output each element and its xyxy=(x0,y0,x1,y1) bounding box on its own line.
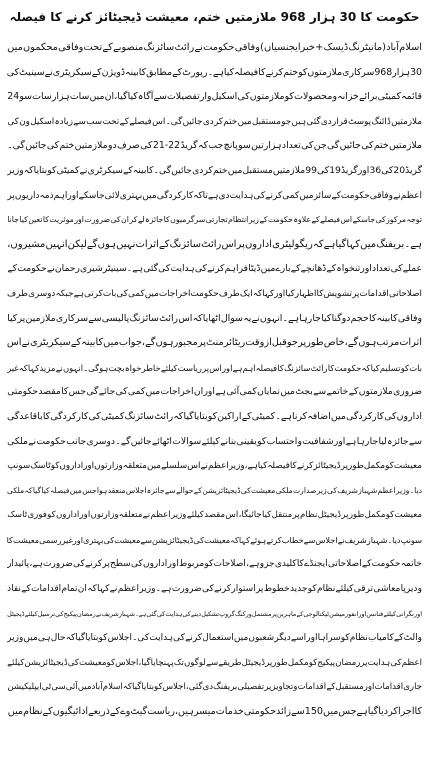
article-line: وفاقی کابینہ کا حجم دوگنا کیا جا رہا ہے۔ انہوں نے یہ سوال اٹھایا کہ اس رائٹ سائزنگ پالیسی سے سرکاری ملازمین پر کیا xyxy=(7,312,422,324)
article-line: و دیرپا معاشی ترقی کیلئے نظام کو جدید خطوط پر استوار کرنے کی ضرورت ہے۔ وزیر اعظم نے کہا کہ ان تمام اقدامات کے نفاذ xyxy=(7,584,422,595)
article-line: گریڈ 20 کی 36 اور گریڈ 19 کی 99 ملازمتیں مستقبل میں ختم کر دی جائیں گی۔ کابینہ کے سیکرٹری نے کمیٹی کو بتایا کہ وزیر xyxy=(7,164,422,176)
article-line: اثرات مرتب ہوں گے، خاص طور پر جو قبل از وقت ریٹائرمنٹ پر مجبور ہوں گے، جواب میں کابینہ کے سیکریٹری نے اس xyxy=(7,337,422,349)
article-line: قائمہ کمیٹی برائے خزانہ و محصولات کو ملازمتوں کی اسکیل وار تفصیلات سے آگاہ کیا گیا، ان میں سات ہزار سات سو 24 xyxy=(7,91,422,103)
article-line: اعظم نے وفاقی حکومت کے سائز میں کمی کرنے کی ہدایت دی ہے تا کہ کارکردگی میں بہتری لائی جاسکے اور اہم ذمہ داریوں پر xyxy=(7,190,422,201)
article-line: اصلاحاتی اقدامات پر تشویش کا اظہار کیا اور کہا کہ ایک طرف حکومت اخراجات میں کمی کی بات کرتی ہے جبکہ دوسری طرف xyxy=(7,288,422,299)
article-line: والٹ کے کامیاب نظام کو سراہا اور اسے دیگر شعبوں میں استعمال کرنے کی ہدایت کی۔ اجلاس کو بتایا گیا کہ حال ہی میں وزیر xyxy=(7,633,422,644)
article-line: سونپ دیا۔ شہباز شریف نے اجلاس سے خطاب کرتے ہوئے کہا کہ معیشت کی ڈیجیٹائزیشن سے معیشت کی بہتری اور غیر رسمی معیشت کا xyxy=(7,534,422,545)
article-line: دیا۔ وزیر اعظم شہباز شریف کی زیر صدارت ملکی معیشت کی ڈیجیٹائزیشن کے حوالے سے جائزہ اجلاس منعقد ہوا جس میں فیصلہ کیا گیا کہ ملکی xyxy=(7,485,422,495)
article-line: جاری اقدامات اور مستقبل کے اقدامات و تجاویز پر تفصیلی بریفنگ دی گئی، اجلاس کو بتایا گیا کہ اسلام آباد میں آئی سی ٹی ایپلیکیشن xyxy=(7,682,422,693)
article-line: بات کو تسلیم کیا کہ حکومت کا رائٹ سائزنگ کا فیصلہ اہم ہے اور اس پر ریاست کیلئے خاطر خواہ بچت ہوگی۔ انہوں نے مزید کہا کہ غیر xyxy=(7,362,422,373)
headline: حکومت کا 30 ہزار 968 ملازمتیں ختم، معیشت ڈیجیٹائز کرنے کا فیصلہ xyxy=(9,10,420,24)
article-line: ہے۔ بریفنگ میں کہا گیا ہے کہ ریگولیٹری اداروں پر اس رائٹ سائزنگ کے اثرات نہیں ہوں گے لیکن انہیں مشیروں، xyxy=(7,238,422,250)
article-line: 30 ہزار 968 سرکاری ملازمتوں کو ختم کرنے کا فیصلہ کیا ہے۔ رپورٹ کے مطابق کابینہ ڈویژن کے سیکریٹری نے سینیٹ کی xyxy=(7,66,422,78)
article-line: توجہ مرکوز کی جاسکے اس فیصلے کے علاوہ حکومت کے زیر انتظام تجارتی سرگرمیوں کا جائزہ لے کر ان کی ضرورت اور موثریت کا تعین کیا جانا xyxy=(7,215,422,225)
article-line: ضروری ملازمتوں کے خاتمے سے بجٹ میں نمایاں کمی آئی ہے اور ان اخراجات میں کمی کی جائے گی جس کا مقصد حکومتی xyxy=(7,386,422,398)
article-line: معیشت کو مکمل طور پر ڈیجیٹل نظام پر منتقل کیا جائیگا، اس مقصد کیلئے وزیر اعظم نے متعلقہ وزارتوں اور اداروں کو فوری ٹاسک xyxy=(7,510,422,521)
article-line: اور نگرانی کیلئے فنانس اور انفورمیشن ٹیکنالوجی کے ماہرین پر مشتمل ورکنگ گروپ تشکیل دینے کی ہدایت کی گئی ہے۔ شہباز شریف نے رمضان پیکیج کی ترسیل کیلئے ڈیجیٹل xyxy=(7,609,422,618)
article-line: عملے کی تعداد اور تنخواہ کے ڈھانچے کے بارے میں ڈیٹا فراہم کرنے کی ہدایت کی گئی ہے۔ سینیٹر شیری رحمان نے حکومت کے xyxy=(7,263,422,275)
article-line: کا اجرا کر دیا گیا ہے جس میں 150 سے زائد حکومتی خدمات میسر ہیں، ریاست گیٹ وے کے ذریعے ادائیگیوں کے نظام میں xyxy=(7,706,422,718)
article-line: ملازمتیں ختم کی جائیں گی جن کی تعداد ہزارتین سو پانچ جب کہ گریڈ 21-22 کی صرف دو ملازمتیں ختم کی جائیں گی۔ xyxy=(7,140,422,152)
article-line: اسلام آباد (مانیٹرنگ ڈیسک + خبرایجنسیاں) وفاقی حکومت نے رائٹ سائزنگ منصوبے کے تحت وفاقی محکموں میں xyxy=(7,42,422,53)
article-line: معیشت کو مکمل طور پر ڈیجیٹائز کرنے کا فیصلہ کیا ہے، وزیر اعظم نے اس سلسلے میں متعلقہ وزارتوں اور اداروں کو ٹاسک سونپ xyxy=(7,461,422,472)
article-line: خاتمہ حکومت کے اصلاحاتی ایجنڈے کا کلیدی جزو ہے، اصلاحات کو مربوط اور اداروں کی سطح پر کرنے کی ضرورت ہے، پائیدار xyxy=(7,559,422,570)
article-line: اداروں کی کارکردگی میں اضافہ کرنا ہے۔ کمیٹی کے اراکین کو بتایا گیا کہ رائٹ سائزنگ کمیٹی کی کارکردگی کا باقاعدگی xyxy=(7,410,422,422)
article-body xyxy=(7,36,422,725)
article-line: سے جائزہ لیا جا رہا ہے اور شفافیت و احتساب کو یقینی بنانے کیلئے سوالات اٹھائے جائیں گے۔ دوسری جانب حکومت نے ملکی xyxy=(7,435,422,447)
article-line: اعظم کی ہدایت پر رمضان پیکیج کو مکمل طور پر ڈیجیٹل طریقے سے لوگوں تک پہنچایا گیا، اجلاس کو معیشت کی ڈیجیٹائزیشن کیلئے xyxy=(7,657,422,668)
article-line: ملازمتیں ڈائنگ پوسٹ قرار دی گئی ہیں جو مستقبل میں ختم کر دی جائیں گی۔ اس فیصلے کے تحت سب سے زیادہ اسکیل ون کی xyxy=(7,116,422,127)
